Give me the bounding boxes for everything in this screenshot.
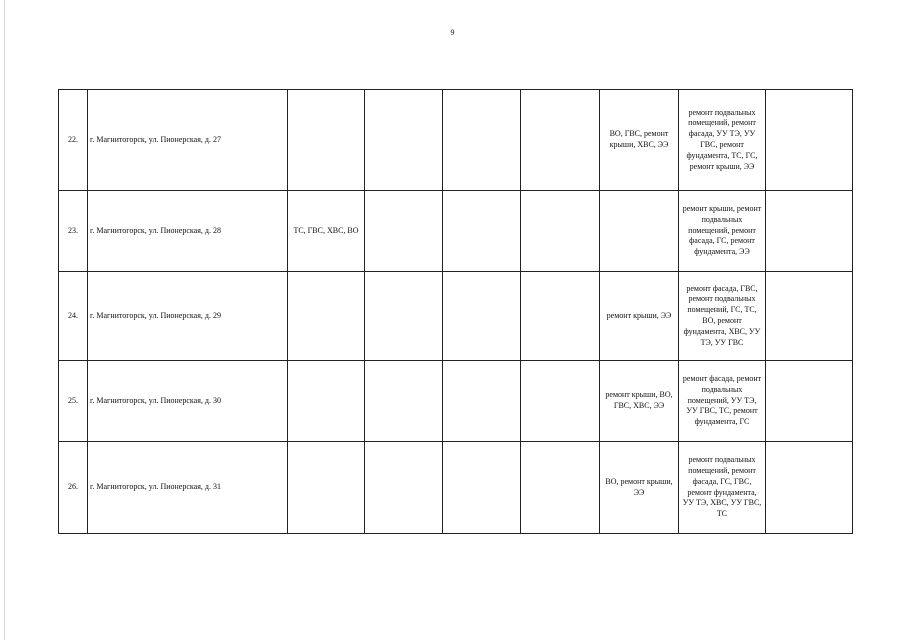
table-cell — [288, 90, 365, 191]
address-cell: г. Магнитогорск, ул. Пионерская, д. 30 — [88, 361, 288, 442]
table-cell — [521, 191, 600, 272]
table-row — [59, 361, 853, 442]
table-cell: ремонт фасада, ремонт подвальных помещений, УУ ТЭ, УУ ГВС, ТС, ремонт фундамента, ГС — [679, 361, 766, 442]
table-cell: ВО, ГВС, ремонт крыши, ХВС, ЭЭ — [600, 90, 679, 191]
address-cell: г. Магнитогорск, ул. Пионерская, д. 27 — [88, 90, 288, 191]
table-cell — [766, 442, 853, 534]
table-cell — [521, 90, 600, 191]
table-cell — [288, 272, 365, 361]
table-cell — [288, 361, 365, 442]
table-cell — [443, 442, 521, 534]
table-cell: ремонт крыши, ремонт подвальных помещений, ремонт фасада, ГС, ремонт фундамента, ЭЭ — [679, 191, 766, 272]
table-cell — [521, 361, 600, 442]
table-row — [59, 272, 853, 361]
row-number: 22. — [59, 90, 88, 191]
table-cell: ремонт фасада, ГВС, ремонт подвальных помещений, ГС, ТС, ВО, ремонт фундамента, ХВС, УУ ТЭ, УУ ГВС — [679, 272, 766, 361]
housing-repair-table — [58, 89, 853, 534]
scan-edge-line — [4, 0, 5, 640]
address-cell: г. Магнитогорск, ул. Пионерская, д. 28 — [88, 191, 288, 272]
address-cell: г. Магнитогорск, ул. Пионерская, д. 31 — [88, 442, 288, 534]
table-cell — [443, 272, 521, 361]
table-cell — [766, 90, 853, 191]
table-cell — [443, 361, 521, 442]
table-cell: ремонт подвальных помещений, ремонт фасада, ГС, ГВС, ремонт фундамента, УУ ТЭ, ХВС, УУ ГВС, ТС — [679, 442, 766, 534]
table-cell — [365, 191, 443, 272]
table-cell — [365, 442, 443, 534]
table-row — [59, 442, 853, 534]
table-cell — [443, 90, 521, 191]
table-cell — [766, 191, 853, 272]
table-cell — [600, 191, 679, 272]
table-cell: ВО, ремонт крыши, ЭЭ — [600, 442, 679, 534]
row-number: 24. — [59, 272, 88, 361]
row-number: 25. — [59, 361, 88, 442]
table-row — [59, 90, 853, 191]
table-cell — [521, 442, 600, 534]
table-cell: ремонт крыши, ЭЭ — [600, 272, 679, 361]
table-cell: ТС, ГВС, ХВС, ВО — [288, 191, 365, 272]
table-cell — [365, 361, 443, 442]
page-number: 9 — [450, 28, 455, 37]
table-cell — [766, 361, 853, 442]
table-cell: ремонт крыши, ВО, ГВС, ХВС, ЭЭ — [600, 361, 679, 442]
table-cell — [443, 191, 521, 272]
row-number: 26. — [59, 442, 88, 534]
table-cell: ремонт подвальных помещений, ремонт фасада, УУ ТЭ, УУ ГВС, ремонт фундамента, ТС, ГС, ремонт крыши, ЭЭ — [679, 90, 766, 191]
row-number: 23. — [59, 191, 88, 272]
table-cell — [365, 272, 443, 361]
table-row — [59, 191, 853, 272]
table-cell — [766, 272, 853, 361]
table-cell — [365, 90, 443, 191]
table-cell — [288, 442, 365, 534]
address-cell: г. Магнитогорск, ул. Пионерская, д. 29 — [88, 272, 288, 361]
table-cell — [521, 272, 600, 361]
